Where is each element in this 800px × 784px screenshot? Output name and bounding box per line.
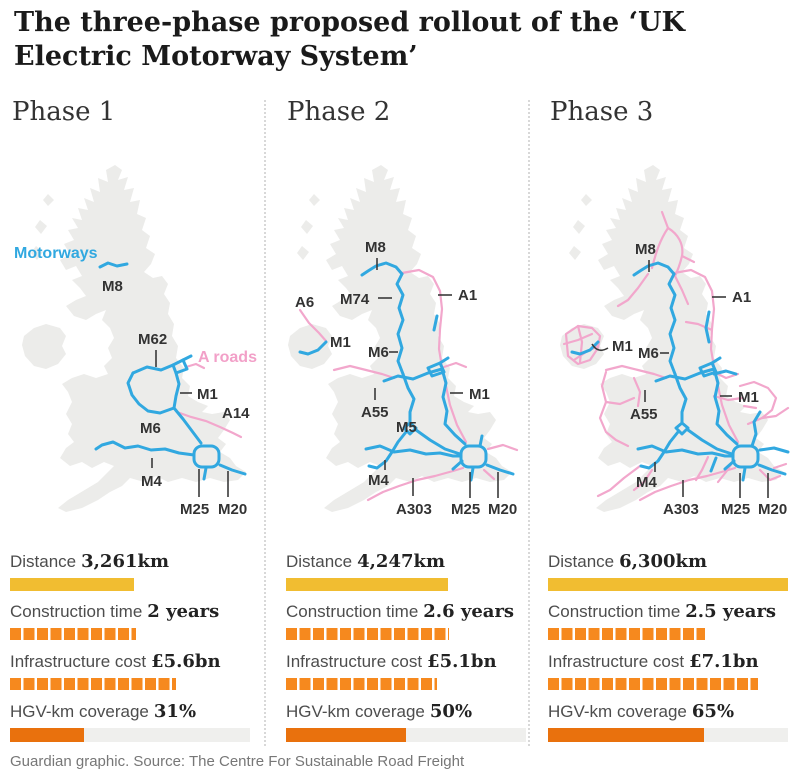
map-label-m25: M25 — [721, 501, 751, 518]
coverage-bar — [10, 728, 84, 742]
map-label-a303: A303 — [396, 501, 432, 518]
map-label-a303: A303 — [663, 501, 699, 518]
stat-row-infrastructure — [10, 652, 250, 702]
map-label-m8: M8 — [635, 241, 656, 258]
column-divider — [264, 100, 266, 746]
construction-bar — [548, 628, 705, 640]
stat-row-construction — [10, 602, 250, 652]
phase-2-column — [276, 96, 526, 766]
stat-value: £7.1bn — [689, 651, 759, 672]
stat-value: 65% — [691, 701, 735, 722]
map-label-m8: M8 — [102, 278, 123, 295]
stat-label: Construction time 2 years — [10, 601, 220, 622]
phase-3-column — [542, 96, 792, 766]
map-label-a55: A55 — [630, 406, 658, 423]
map-label-m25: M25 — [451, 501, 481, 518]
map-label-m20: M20 — [758, 501, 788, 518]
distance-bar — [548, 578, 788, 591]
uk-map-phase-3 — [548, 140, 798, 548]
phase-header: Phase 1 — [12, 97, 116, 127]
phase-2-stats — [286, 552, 526, 752]
infrastructure-bar — [10, 678, 176, 690]
coverage-track — [286, 728, 526, 742]
infrastructure-bar — [286, 678, 437, 690]
map-label-m4: M4 — [636, 474, 657, 491]
map-label-m6: M6 — [368, 344, 389, 361]
map-label-m62: M62 — [138, 331, 168, 348]
stat-label: Infrastructure cost £5.1bn — [286, 651, 497, 672]
legend-motorways-label: Motorways — [14, 245, 98, 262]
stat-value: 50% — [429, 701, 473, 722]
stat-row-infrastructure — [286, 652, 526, 702]
stat-row-construction — [548, 602, 788, 652]
phase-header: Phase 3 — [550, 97, 654, 127]
column-divider — [528, 100, 530, 746]
map-label-a6: A6 — [295, 294, 315, 311]
stat-row-distance — [548, 552, 788, 602]
phase-1-stats — [10, 552, 250, 752]
phase-1-column — [10, 96, 260, 766]
stat-row-distance — [10, 552, 250, 602]
stat-label: Construction time 2.6 years — [286, 601, 515, 622]
infrastructure-bar — [548, 678, 758, 690]
coverage-track — [548, 728, 788, 742]
map-label-m4: M4 — [368, 472, 389, 489]
construction-bar — [10, 628, 136, 640]
map-label-a1: A1 — [732, 289, 752, 306]
uk-map-phase-1 — [10, 140, 260, 548]
map-label-m1-ni: M1 — [612, 338, 633, 355]
uk-map-phase-2 — [276, 140, 526, 548]
stat-label: HGV-km coverage 31% — [10, 701, 197, 722]
stat-label: HGV-km coverage 50% — [286, 701, 473, 722]
stat-row-distance — [286, 552, 526, 602]
stat-row-infrastructure — [548, 652, 788, 702]
map-label-a1: A1 — [458, 287, 478, 304]
stat-value: 31% — [153, 701, 197, 722]
stat-value: 6,300km — [619, 551, 708, 572]
legend-a-roads-label: A roads — [198, 349, 257, 366]
construction-bar — [286, 628, 449, 640]
map-label-m8: M8 — [365, 239, 386, 256]
stat-value: 3,261km — [81, 551, 170, 572]
stat-label: Infrastructure cost £5.6bn — [10, 651, 221, 672]
stat-value: 2.5 years — [685, 601, 777, 622]
stat-value: 4,247km — [357, 551, 446, 572]
stat-value: £5.1bn — [427, 651, 497, 672]
map-label-m1: M1 — [469, 386, 490, 403]
stat-row-coverage — [286, 702, 526, 752]
distance-bar — [10, 578, 134, 591]
phase-header: Phase 2 — [287, 97, 391, 127]
map-label-m4: M4 — [141, 473, 162, 490]
stat-label: Construction time 2.5 years — [548, 601, 777, 622]
stat-label: Infrastructure cost £7.1bn — [548, 651, 759, 672]
map-label-m20: M20 — [488, 501, 518, 518]
stat-value: £5.6bn — [151, 651, 221, 672]
map-label-m25: M25 — [180, 501, 210, 518]
uk-map-svg — [276, 140, 526, 548]
map-label-a14: A14 — [222, 405, 250, 422]
stat-label: Distance 3,261km — [10, 551, 170, 572]
stat-row-construction — [286, 602, 526, 652]
uk-land-shape — [22, 165, 246, 512]
map-label-m1: M1 — [738, 389, 759, 406]
phase-3-stats — [548, 552, 788, 752]
map-label-m20: M20 — [218, 501, 248, 518]
map-label-a55: A55 — [361, 404, 389, 421]
stat-label: HGV-km coverage 65% — [548, 701, 735, 722]
coverage-track — [10, 728, 250, 742]
coverage-bar — [286, 728, 406, 742]
stat-row-coverage — [548, 702, 788, 752]
stat-label: Distance 6,300km — [548, 551, 708, 572]
map-label-m74: M74 — [340, 291, 370, 308]
stat-label: Distance 4,247km — [286, 551, 446, 572]
map-label-m5: M5 — [396, 419, 417, 436]
map-label-m1: M1 — [197, 386, 218, 403]
footer-credit: Guardian graphic. Source: The Centre For Sustainable Road Freight — [10, 753, 465, 770]
stat-value: 2 years — [147, 601, 220, 622]
uk-map-svg — [548, 140, 798, 548]
distance-bar — [286, 578, 448, 591]
stat-row-coverage — [10, 702, 250, 752]
stat-value: 2.6 years — [423, 601, 515, 622]
map-label-m6: M6 — [638, 345, 659, 362]
coverage-bar — [548, 728, 704, 742]
map-label-m6: M6 — [140, 420, 161, 437]
uk-map-svg — [10, 140, 260, 548]
page-title: The three-phase proposed rollout of the ‘UK Electric Motorway System’ — [14, 7, 686, 72]
map-label-m1-ni: M1 — [330, 334, 351, 351]
